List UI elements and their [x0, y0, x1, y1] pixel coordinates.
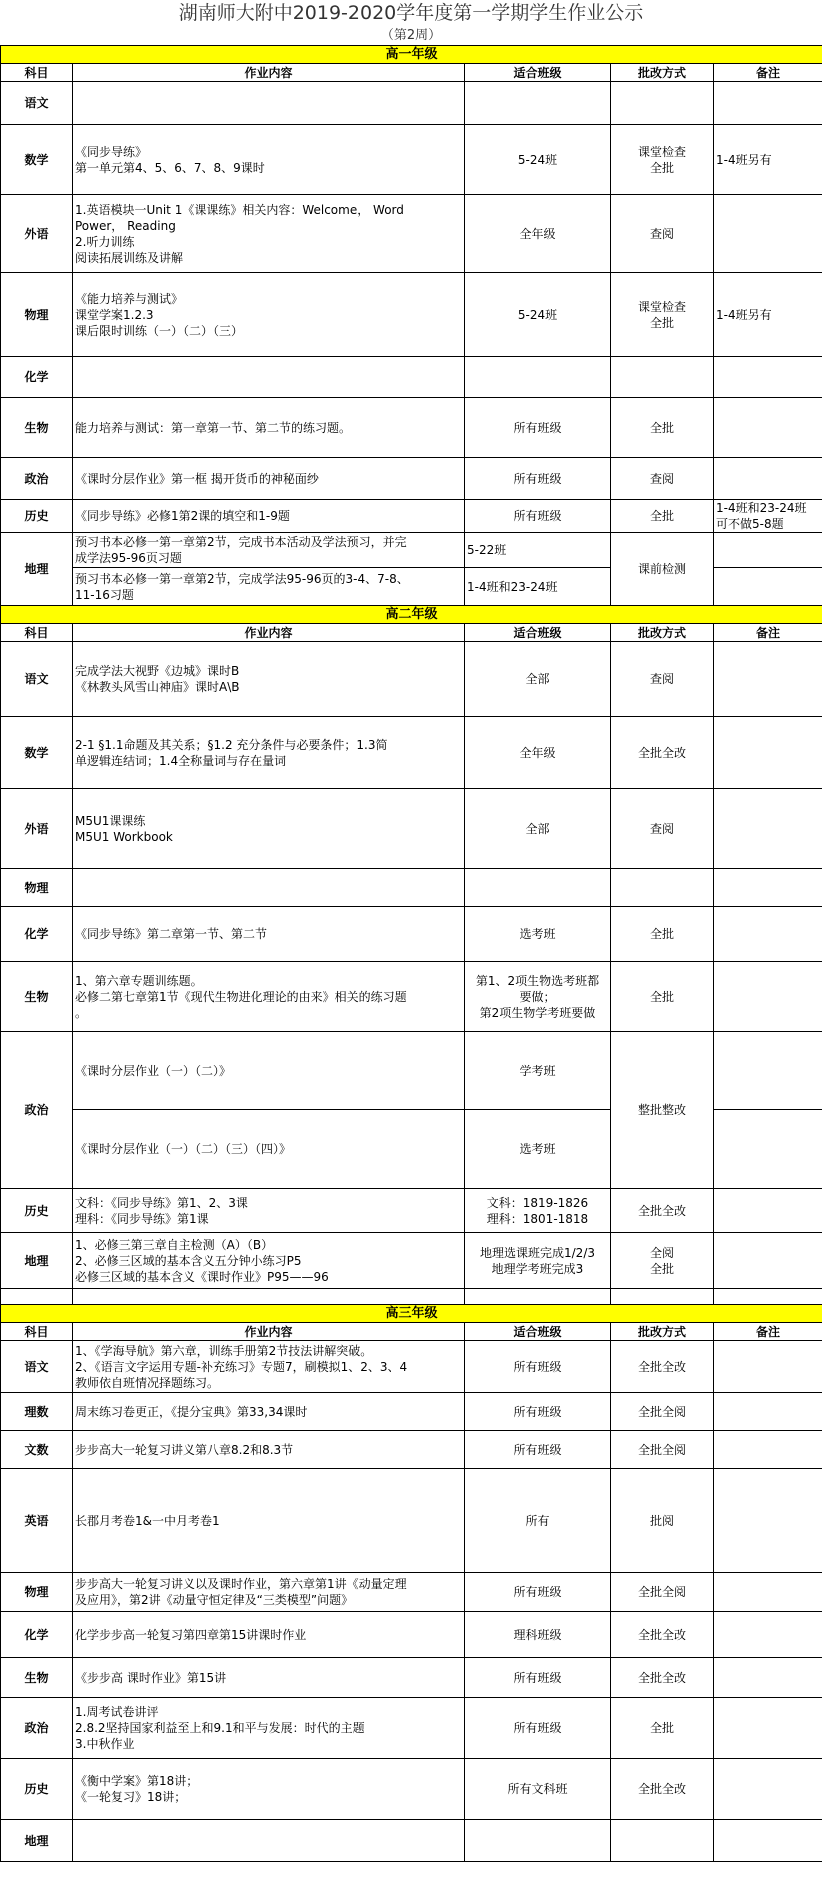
- content-cell: [73, 869, 465, 907]
- content-cell: [73, 642, 465, 717]
- subject-cell: 历史: [1, 500, 73, 533]
- table-row: [1, 357, 822, 398]
- method-cell-line: 全批全改: [637, 1670, 686, 1685]
- content-cell-line: 11-16习题: [75, 587, 134, 602]
- empty-cell: [465, 1289, 611, 1305]
- class-cell: [465, 962, 611, 1032]
- table-row: [1, 1820, 822, 1862]
- subject-cell: 地理: [1, 1820, 73, 1862]
- content-cell-line: 1.周考试卷讲评: [75, 1705, 159, 1719]
- class-cell-line: 要做；: [519, 989, 556, 1004]
- content-cell: [73, 273, 465, 357]
- method-cell: [611, 398, 714, 458]
- class-cell: 所有班级: [465, 398, 611, 458]
- content-cell-line: 《课时分层作业（一）（二）（三）（四）》: [75, 1142, 292, 1156]
- subject-cell: 语文: [1, 82, 73, 125]
- table-row: [1, 82, 822, 125]
- grade-band-label: 高三年级: [1, 1305, 822, 1323]
- content-cell-line: 必修三区域的基本含义《课时作业》P95——96: [75, 1269, 329, 1284]
- note-cell: [714, 1759, 822, 1820]
- header-content: 作业内容: [73, 624, 465, 642]
- table-row: [1, 1612, 822, 1658]
- table-row: [1, 458, 822, 500]
- note-cell-line: 1-4班和23-24班: [716, 501, 807, 515]
- content-cell-line: 步步高大一轮复习讲义以及课时作业，第六章第1讲《动量定理: [75, 1577, 407, 1591]
- class-cell: 学考班: [465, 1032, 611, 1110]
- content-cell-line: 预习书本必修一第一章第2节，完成书本活动及学法预习，并完: [75, 535, 407, 549]
- header-subject: 科目: [1, 1323, 73, 1341]
- note-cell: [714, 1189, 822, 1233]
- content-cell: [73, 195, 465, 273]
- method-cell: [611, 1612, 714, 1658]
- table-row: [1, 195, 822, 273]
- content-cell-line: 第一单元第4、5、6、7、8、9课时: [75, 160, 265, 175]
- note-cell: 1-4班另有: [714, 125, 822, 195]
- subject-cell: 文数: [1, 1431, 73, 1469]
- class-cell: 全年级: [465, 195, 611, 273]
- note-cell: [714, 1110, 822, 1189]
- note-cell: [714, 398, 822, 458]
- content-cell-line: 及应用》，第2讲《动量守恒定律及“三类模型”问题》: [75, 1593, 354, 1607]
- content-cell: [73, 1469, 465, 1573]
- class-cell: 所有文科班: [465, 1759, 611, 1820]
- method-cell: [611, 1032, 714, 1189]
- subject-cell: 化学: [1, 907, 73, 962]
- header-row: [1, 624, 822, 642]
- content-cell: [73, 125, 465, 195]
- method-cell-line: 全批: [649, 1261, 674, 1276]
- content-cell-line: 课后限时训练（一）（二）（三）: [75, 323, 244, 338]
- method-cell-line: 全批: [649, 509, 674, 523]
- grade-band: [1, 1305, 822, 1323]
- table-row: [1, 869, 822, 907]
- method-cell: [611, 533, 714, 606]
- grade-band: [1, 46, 822, 64]
- header-method: 批改方式: [611, 624, 714, 642]
- class-cell-line: 文科：1819-1826: [486, 1195, 589, 1210]
- method-cell-line: 全批: [649, 160, 674, 175]
- table-row: [1, 125, 822, 195]
- header-note: 备注: [714, 1323, 822, 1341]
- table-row: [1, 1431, 822, 1469]
- subject-cell: 历史: [1, 1759, 73, 1820]
- content-cell-line: 《同步导练》必修1第2课的填空和1-9题: [75, 509, 290, 523]
- method-cell-line: 全批全改: [637, 1627, 686, 1642]
- table-row: [1, 533, 822, 568]
- content-cell-line: 2.听力训练: [75, 234, 135, 249]
- content-cell: [73, 1759, 465, 1820]
- header-content: 作业内容: [73, 64, 465, 82]
- empty-cell: [611, 1289, 714, 1305]
- content-cell-line: 《同步导练》: [75, 144, 148, 159]
- content-cell-line: 1、必修三第三章自主检测（A）（B）: [75, 1237, 274, 1252]
- method-cell-line: 课堂检查: [637, 144, 686, 159]
- content-cell-line: 成学法95-96页习题: [75, 551, 182, 565]
- method-cell-line: 查阅: [649, 672, 674, 686]
- method-cell: [611, 195, 714, 273]
- content-cell-line: 《课时分层作业》第一框 揭开货币的神秘面纱: [75, 471, 319, 486]
- content-cell-line: 理科：《同步导练》第1课: [75, 1211, 209, 1226]
- grade-band-label: 高一年级: [1, 46, 822, 64]
- content-cell: [73, 1658, 465, 1698]
- content-cell-line: 2、必修三区域的基本含义五分钟小练习P5: [75, 1253, 302, 1268]
- note-cell: [714, 1431, 822, 1469]
- method-cell: [611, 1189, 714, 1233]
- method-cell: [611, 458, 714, 500]
- table-row: [1, 500, 822, 533]
- content-cell-line: 长郡月考卷1&一中月考卷1: [75, 1513, 220, 1528]
- content-cell-line: Power， Reading: [75, 218, 176, 233]
- table-row: [1, 1469, 822, 1573]
- subject-cell: 化学: [1, 1612, 73, 1658]
- method-cell: [611, 1658, 714, 1698]
- note-cell: [714, 1032, 822, 1110]
- content-cell: [73, 500, 465, 533]
- method-cell-line: 查阅: [649, 471, 674, 486]
- content-cell-line: M5U1 Workbook: [75, 829, 173, 844]
- note-cell: [714, 82, 822, 125]
- method-cell-line: 全批: [649, 989, 674, 1004]
- content-cell-line: 2-1 §1.1命题及其关系；§1.2 充分条件与必要条件；1.3简: [75, 737, 388, 752]
- subject-cell: 理数: [1, 1393, 73, 1431]
- subject-cell: 外语: [1, 789, 73, 869]
- method-cell-line: 批阅: [649, 1513, 674, 1528]
- table-row: [1, 907, 822, 962]
- method-cell-line: 查阅: [649, 226, 674, 241]
- class-cell: 所有班级: [465, 1698, 611, 1759]
- header-note: 备注: [714, 624, 822, 642]
- content-cell: [73, 1189, 465, 1233]
- class-cell: 所有: [465, 1469, 611, 1573]
- header-method: 批改方式: [611, 64, 714, 82]
- subject-cell: 政治: [1, 1032, 73, 1189]
- method-cell-line: 整批整改: [637, 1103, 686, 1117]
- subject-cell: 英语: [1, 1469, 73, 1573]
- table-row: [1, 1341, 822, 1393]
- class-cell: 选考班: [465, 907, 611, 962]
- method-cell: [611, 125, 714, 195]
- note-cell: [714, 907, 822, 962]
- method-cell-line: 全批: [649, 420, 674, 435]
- note-cell: [714, 1233, 822, 1289]
- class-cell-line: 地理学考班完成3: [491, 1261, 584, 1276]
- grade-band: [1, 606, 822, 624]
- method-cell: [611, 1469, 714, 1573]
- table-row: [1, 1759, 822, 1820]
- content-cell-line: 2、《语言文字运用专题-补充练习》专题7，刷模拟1、2、3、4: [75, 1359, 408, 1374]
- method-cell: [611, 82, 714, 125]
- note-cell: [714, 568, 822, 606]
- week-label: （第2周）: [380, 28, 442, 43]
- content-cell-line: 1、《学海导航》第六章，训练手册第2节技法讲解突破。: [75, 1343, 373, 1358]
- subject-cell: 地理: [1, 1233, 73, 1289]
- method-cell-line: 全批全阅: [637, 1404, 686, 1419]
- content-cell: [73, 82, 465, 125]
- homework-table: [0, 45, 822, 1862]
- subject-cell: 化学: [1, 357, 73, 398]
- empty-cell: [73, 1289, 465, 1305]
- subject-cell: 语文: [1, 1341, 73, 1393]
- content-cell-line: 周末练习卷更正，《提分宝典》第33,34课时: [75, 1404, 308, 1419]
- class-cell: 选考班: [465, 1110, 611, 1189]
- content-cell-line: 课堂学案1.2.3: [75, 307, 154, 322]
- content-cell: [73, 717, 465, 789]
- table-row: [1, 1189, 822, 1233]
- content-cell: [73, 568, 465, 606]
- subject-cell: 政治: [1, 1698, 73, 1759]
- method-cell: [611, 1341, 714, 1393]
- note-cell: [714, 1341, 822, 1393]
- table-row: [1, 398, 822, 458]
- note-cell-line: 可不做5-8题: [716, 517, 784, 531]
- content-cell: [73, 1698, 465, 1759]
- method-cell: [611, 273, 714, 357]
- subject-cell: 生物: [1, 398, 73, 458]
- note-cell: [714, 642, 822, 717]
- class-cell: 理科班级: [465, 1612, 611, 1658]
- content-cell-line: 文科：《同步导练》第1、2、3课: [75, 1195, 248, 1210]
- subject-cell: 历史: [1, 1189, 73, 1233]
- class-cell-line: 地理选课班完成1/2/3: [480, 1245, 595, 1260]
- subject-cell: 地理: [1, 533, 73, 606]
- class-cell: 所有班级: [465, 1573, 611, 1612]
- grade-band-label: 高二年级: [1, 606, 822, 624]
- method-cell-line: 全阅: [649, 1245, 674, 1260]
- class-cell: 所有班级: [465, 1341, 611, 1393]
- header-subject: 科目: [1, 64, 73, 82]
- class-cell: 所有班级: [465, 458, 611, 500]
- content-cell-line: 能力培养与测试：第一章第一节、第二节的练习题。: [75, 420, 352, 435]
- method-cell: [611, 717, 714, 789]
- note-cell: [714, 1393, 822, 1431]
- content-cell: [73, 789, 465, 869]
- note-cell: [714, 1658, 822, 1698]
- method-cell: [611, 962, 714, 1032]
- content-cell: [73, 907, 465, 962]
- subject-cell: 政治: [1, 458, 73, 500]
- header-row: [1, 64, 822, 82]
- class-cell: 5-24班: [465, 273, 611, 357]
- note-cell: [714, 717, 822, 789]
- table-row: [1, 789, 822, 869]
- method-cell-line: 全批: [649, 315, 674, 330]
- method-cell: [611, 1393, 714, 1431]
- class-cell-line: 理科：1801-1818: [486, 1211, 589, 1226]
- content-cell-line: 1、第六章专题训练题。: [75, 973, 203, 988]
- table-row: [1, 642, 822, 717]
- spacer-row: [1, 1289, 822, 1305]
- note-cell: 1-4班另有: [714, 273, 822, 357]
- content-cell-line: 2.8.2坚持国家利益至上和9.1和平与发展：时代的主题: [75, 1721, 365, 1735]
- content-cell-line: 《课时分层作业（一）（二）》: [75, 1063, 232, 1078]
- content-cell: [73, 1431, 465, 1469]
- method-cell-line: 全批全改: [637, 1359, 686, 1374]
- subject-cell: 物理: [1, 869, 73, 907]
- content-cell: [73, 1110, 465, 1189]
- content-cell: [73, 533, 465, 568]
- table-row: [1, 1393, 822, 1431]
- note-cell: [714, 195, 822, 273]
- method-cell: [611, 500, 714, 533]
- content-cell: [73, 458, 465, 500]
- empty-cell: [1, 1289, 73, 1305]
- class-cell: [465, 82, 611, 125]
- content-cell-line: 预习书本必修一第一章第2节，完成学法95-96页的3-4、7-8、: [75, 571, 409, 586]
- content-cell-line: 《一轮复习》18讲；: [75, 1790, 187, 1804]
- class-cell: [465, 869, 611, 907]
- class-cell: [465, 357, 611, 398]
- content-cell-line: 教师依自班情况择题练习。: [75, 1375, 220, 1390]
- class-cell: 全部: [465, 642, 611, 717]
- content-cell: [73, 1032, 465, 1110]
- note-cell: [714, 869, 822, 907]
- content-cell-line: 单逻辑连结词；1.4全称量词与存在量词: [75, 753, 287, 768]
- content-cell-line: 完成学法大视野《边城》课时B: [75, 664, 240, 678]
- note-cell: [714, 500, 822, 533]
- class-cell: 所有班级: [465, 500, 611, 533]
- method-cell-line: 课前检测: [637, 562, 686, 576]
- note-cell: [714, 1573, 822, 1612]
- content-cell-line: 。: [75, 1005, 88, 1020]
- method-cell-line: 全批全阅: [637, 1585, 686, 1599]
- subject-cell: 语文: [1, 642, 73, 717]
- header-content: 作业内容: [73, 1323, 465, 1341]
- subject-cell: 外语: [1, 195, 73, 273]
- method-cell: [611, 357, 714, 398]
- content-cell: [73, 1573, 465, 1612]
- class-cell-line: 第1、2项生物选考班都: [475, 973, 600, 988]
- method-cell-line: 全批全改: [637, 745, 686, 760]
- class-cell: 所有班级: [465, 1393, 611, 1431]
- class-cell: [465, 1820, 611, 1862]
- class-cell: 5-22班: [465, 533, 611, 568]
- table-row: [1, 1658, 822, 1698]
- content-cell-line: 《同步导练》第二章第一节、第二节: [75, 927, 268, 941]
- content-cell-line: 必修二第七章第1节《现代生物进化理论的由来》相关的练习题: [75, 989, 407, 1004]
- content-cell-line: 3.中秋作业: [75, 1737, 135, 1751]
- table-row: [1, 1573, 822, 1612]
- class-cell: 全部: [465, 789, 611, 869]
- method-cell: [611, 1820, 714, 1862]
- note-cell: [714, 357, 822, 398]
- header-row: [1, 1323, 822, 1341]
- subject-cell: 物理: [1, 1573, 73, 1612]
- content-cell: [73, 1233, 465, 1289]
- header-note: 备注: [714, 64, 822, 82]
- class-cell: 1-4班和23-24班: [465, 568, 611, 606]
- header-subject: 科目: [1, 624, 73, 642]
- table-row: [1, 273, 822, 357]
- subject-cell: 生物: [1, 1658, 73, 1698]
- note-cell: [714, 962, 822, 1032]
- header-class: 适合班级: [465, 1323, 611, 1341]
- method-cell-line: 全批: [649, 1721, 674, 1735]
- note-cell: [714, 1469, 822, 1573]
- table-row: [1, 962, 822, 1032]
- method-cell-line: 查阅: [649, 821, 674, 836]
- page-title: 湖南师大附中2019-2020学年度第一学期学生作业公示: [178, 2, 644, 24]
- note-cell: [714, 789, 822, 869]
- class-cell: 全年级: [465, 717, 611, 789]
- method-cell-line: 全批全改: [637, 1203, 686, 1218]
- note-cell: [714, 458, 822, 500]
- class-cell: 5-24班: [465, 125, 611, 195]
- content-cell: [73, 1820, 465, 1862]
- header-class: 适合班级: [465, 64, 611, 82]
- method-cell: [611, 642, 714, 717]
- method-cell-line: 全批全阅: [637, 1442, 686, 1457]
- method-cell-line: 全批: [649, 927, 674, 941]
- content-cell-line: 步步高大一轮复习讲义第八章8.2和8.3节: [75, 1442, 294, 1457]
- note-cell: [714, 1820, 822, 1862]
- content-cell-line: 《林教头风雪山神庙》课时A\B: [75, 680, 240, 694]
- method-cell: [611, 907, 714, 962]
- header-method: 批改方式: [611, 1323, 714, 1341]
- content-cell: [73, 1341, 465, 1393]
- content-cell: [73, 1612, 465, 1658]
- content-cell-line: 阅读拓展训练及讲解: [75, 250, 184, 265]
- subject-cell: 物理: [1, 273, 73, 357]
- table-row: [1, 1032, 822, 1110]
- table-row: [1, 1233, 822, 1289]
- content-cell-line: 《能力培养与测试》: [75, 291, 184, 306]
- content-cell-line: 1.英语模块一Unit 1《课课练》相关内容：Welcome， Word: [75, 202, 404, 217]
- note-cell: [714, 533, 822, 568]
- content-cell: [73, 962, 465, 1032]
- content-cell: [73, 1393, 465, 1431]
- content-cell: [73, 398, 465, 458]
- note-cell: [714, 1698, 822, 1759]
- content-cell-line: 化学步步高一轮复习第四章第15讲课时作业: [75, 1627, 307, 1642]
- content-cell-line: 《步步高 课时作业》第15讲: [75, 1670, 227, 1685]
- method-cell: [611, 1759, 714, 1820]
- content-cell-line: 《衡中学案》第18讲；: [75, 1774, 199, 1788]
- class-cell: 所有班级: [465, 1431, 611, 1469]
- note-cell: [714, 1612, 822, 1658]
- method-cell: [611, 1233, 714, 1289]
- method-cell-line: 全批全改: [637, 1782, 686, 1796]
- subject-cell: 生物: [1, 962, 73, 1032]
- method-cell: [611, 869, 714, 907]
- table-row: [1, 1698, 822, 1759]
- class-cell: [465, 1233, 611, 1289]
- method-cell: [611, 789, 714, 869]
- header-class: 适合班级: [465, 624, 611, 642]
- method-cell: [611, 1431, 714, 1469]
- empty-cell: [714, 1289, 822, 1305]
- class-cell: 所有班级: [465, 1658, 611, 1698]
- class-cell: [465, 1189, 611, 1233]
- subject-cell: 数学: [1, 125, 73, 195]
- content-cell-line: M5U1课课练: [75, 813, 146, 828]
- class-cell-line: 第2项生物学考班要做: [479, 1005, 596, 1020]
- content-cell: [73, 357, 465, 398]
- method-cell-line: 课堂检查: [637, 299, 686, 314]
- subject-cell: 数学: [1, 717, 73, 789]
- method-cell: [611, 1573, 714, 1612]
- method-cell: [611, 1698, 714, 1759]
- table-row: [1, 717, 822, 789]
